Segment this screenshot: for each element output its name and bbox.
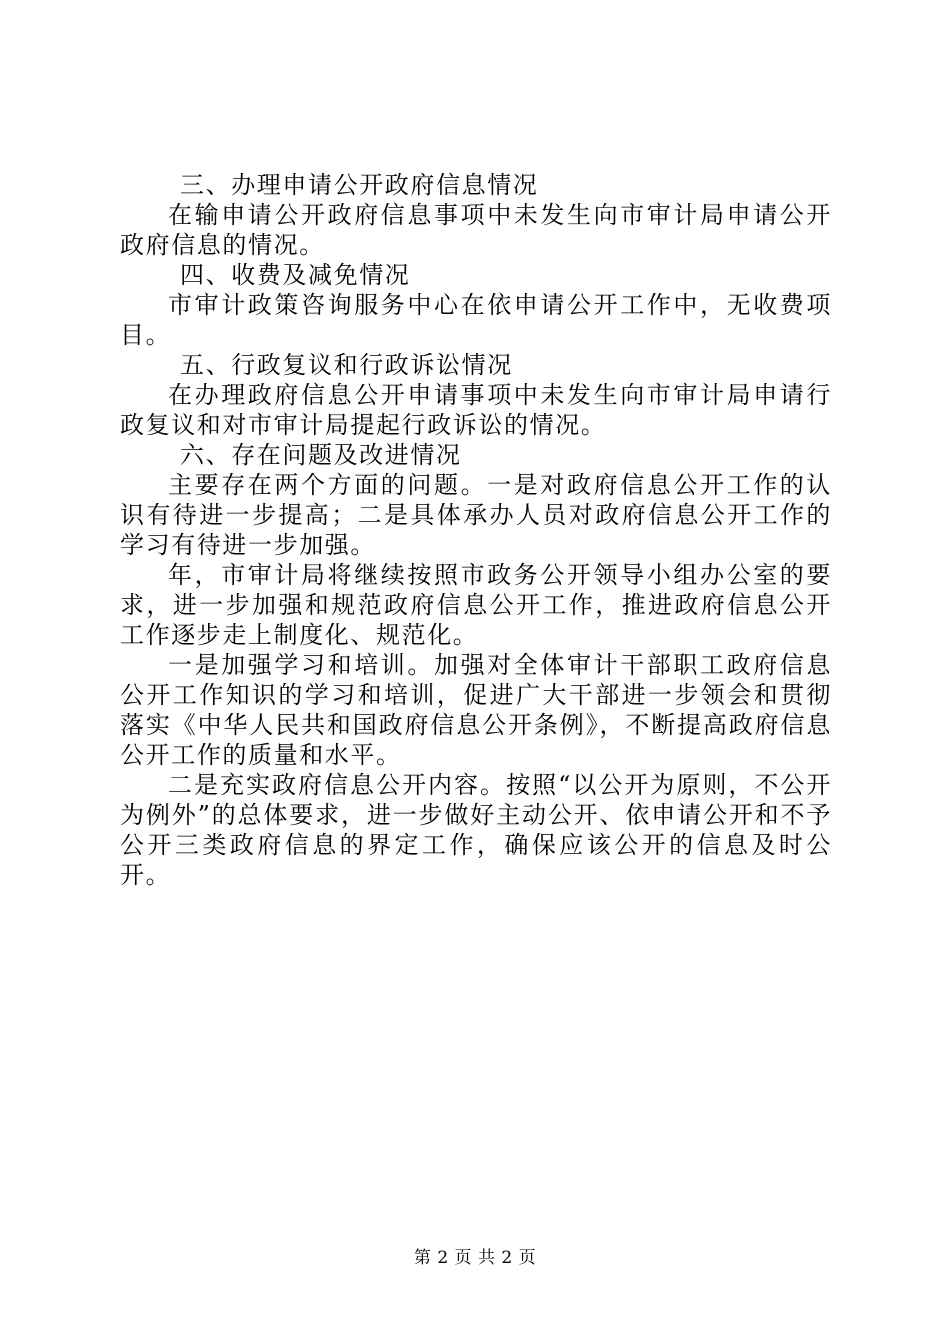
- section-heading-3: 三、办理申请公开政府信息情况: [180, 171, 539, 199]
- paragraph-3-1: 在输申请公开政府信息事项中未发生向市审计局申请公开政府信息的情况。: [120, 201, 832, 259]
- paragraph-6-2: 年，市审计局将继续按照市政务公开领导小组办公室的要求，进一步加强和规范政府信息公开工作，推进政府信息公开工作逐步走上制度化、规范化。: [120, 561, 832, 649]
- page-footer: [0, 1243, 950, 1268]
- section-heading-5: 五、行政复议和行政诉讼情况: [180, 351, 513, 379]
- page-number-label: 第 2 页 共 2 页: [413, 1248, 537, 1268]
- paragraph-6-1: 主要存在两个方面的问题。一是对政府信息公开工作的认识有待进一步提高；二是具体承办人员对政府信息公开工作的学习有待进一步加强。: [120, 471, 832, 559]
- section-heading-6: 六、存在问题及改进情况: [180, 441, 462, 469]
- paragraph-4-1: 市审计政策咨询服务中心在依申请公开工作中，无收费项目。: [120, 291, 832, 349]
- paragraph-6-4: 二是充实政府信息公开内容。按照“以公开为原则，不公开为例外”的总体要求，进一步做好主动公开、依申请公开和不予公开三类政府信息的界定工作，确保应该公开的信息及时公开。: [120, 771, 832, 889]
- paragraph-5-1: 在办理政府信息公开申请事项中未发生向市审计局申请行政复议和对市审计局提起行政诉讼的情况。: [120, 381, 832, 439]
- section-heading-4: 四、收费及减免情况: [180, 261, 411, 289]
- document-body: [120, 170, 832, 890]
- paragraph-6-3: 一是加强学习和培训。加强对全体审计干部职工政府信息公开工作知识的学习和培训，促进广大干部进一步领会和贯彻落实《中华人民共和国政府信息公开条例》，不断提高政府信息公开工作的质量和水平。: [120, 651, 832, 769]
